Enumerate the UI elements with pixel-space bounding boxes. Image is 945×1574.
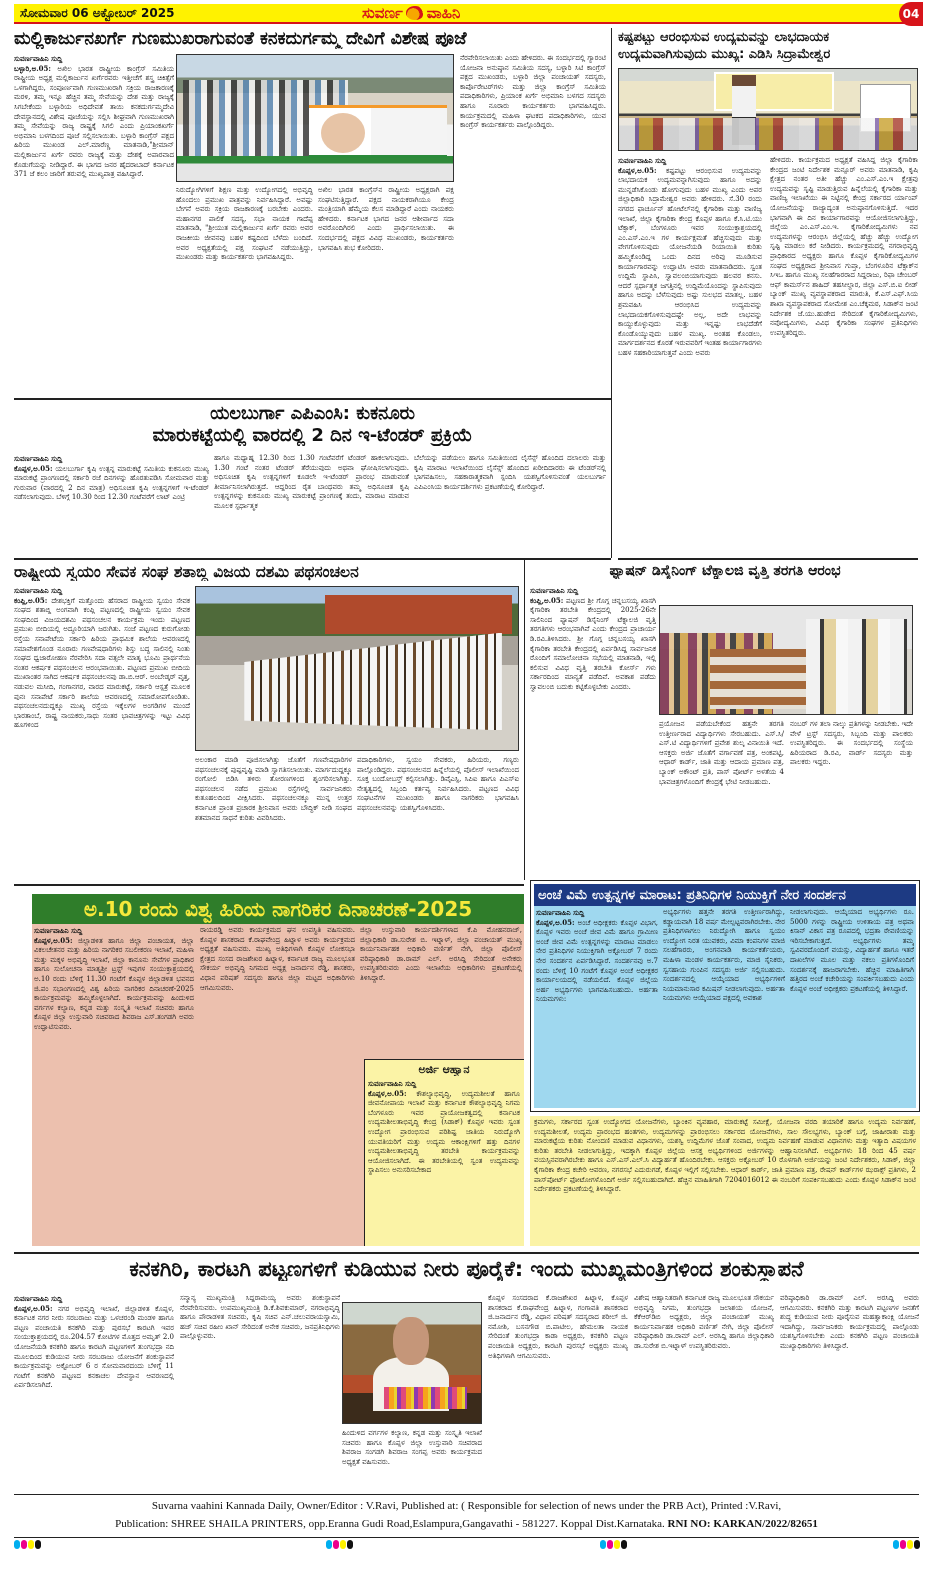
entrepreneurship-body-2: ಹೇಳಿದರು. ಕಾರ್ಯಕ್ರಮದ ಅಧ್ಯಕ್ಷತೆ ವಹಿಸಿದ್ದ ಜಿಲ್ಲಾ ಕೈಗಾರಿಕಾ ಕೇಂದ್ರದ ಜಂಟಿ ನಿರ್ದೇಶಕ ಮನ್ಸೂರ್ ಅವರು ಮಾತನಾಡಿ, ಕೃಷಿ ಕ್ಷೇತ್ರದ ನಂತರ ಅತೀ ಹೆಚ್ಚು ಎಂ.ಎಸ್.ಎಂ.ಇ ಕ್ಷೇತ್ರವು ಉದ್ಯಮವನ್ನು ಸೃಷ್ಟಿ ಮಾಡುತ್ತಿರುವ ಹಿನ್ನೆಲೆಯಲ್ಲಿ ಕೈಗಾರಿಕಾ ಮತ್ತು ವಾಣಿಜ್ಯ ಇಲಾಖೆಯು ಈ ನಿಟ್ಟಿನಲ್ಲಿ ಕೇಂದ್ರ ಸರ್ಕಾರದ ರ್ಯಾಂಪ್ ಯೋಜನೆಯನ್ನು ರಾಜ್ಯಾದ್ಯಂತ ಅನುಷ್ಠಾನಗೊಳಿಸುತ್ತಿದೆ. ಇದರ ಭಾಗವಾಗಿ ಈ ದಿನ ಕಾರ್ಯಾಗಾರವನ್ನು ಆಯೋಜಿಸಲಾಗುತ್ತಿದ್ದು, ಜಿಲ್ಲೆಯ ಎಂ.ಎಸ್.ಎಂ.ಇ. ಕೈಗಾರಿಕೋದ್ಯಮಿಗಳು ನವ ಉದ್ಯಮಗಳನ್ನು ಆರಂಭಿಸಿ ಜಿಲ್ಲೆಯಲ್ಲಿ ಹೆಚ್ಚು ಹೆಚ್ಚು ಉದ್ಯೋಗ ಸೃಷ್ಟಿ ಮಾಡಲು ಕರೆ ನೀಡಿದರು. ಕಾರ್ಯಕ್ರಮದಲ್ಲಿ ನಗರಾಭಿವೃದ್ಧಿ ಪ್ರಾಧಿಕಾರದ ಅಧ್ಯಕ್ಷರು ಹಾಗೂ ಕೊಪ್ಪಳ ಕೈಗಾರಿಕೋದ್ಯಮಿಗಳ ಸಂಘದ ಅಧ್ಯಕ್ಷರಾದ ಶ್ರೀನಿವಾಸ ಗುಪ್ತಾ, ಬೆಂಗಳೂರಿನ ಟೆಕ್ಸಾಕ್‌ನ ಸಿಇಒ ಹಾಗೂ ಮುಖ್ಯ ಸಲಹೆಗಾರರಾದ ಸಿದ್ದರಾಜು, ರಿಫಾ ಚೇಂಬರ್ ಆಫ್ ಕಾಮರ್ಸ್‌ನ ಶಾಹಿದ್ ತಹಸೀಲ್ದಾರ, ಜಿಲ್ಲಾ ಎಸ್.ಬಿ.ಐ ಲೀಡ್ ಬ್ಯಾಂಕ್ ಮುಖ್ಯ ವ್ಯವಸ್ಥಾಪಕರಾದ ಮಾರುತಿ, ಕೆ.ಎಸ್.ಎಫ್.ಸಿಯ ಶಾಖಾ ವ್ಯವಸ್ಥಾಪಕರಾದ ಸೋಮೇಶ ಎಂ.ಚೆಕ್ಕಮಠ, ಸಿಡಾಕ್‌ನ ಜಂಟಿ ನಿರ್ದೇಶಕ ಜೆ.ಯು.ಹುಡೇದ ಸೇರಿದಂತೆ ಕೈಗಾರಿಕೋದ್ಯಮಿಗಳು, ನವೋದ್ಯಮಿಗಳು, ವಿವಿಧ ಕೈಗಾರಿಕಾ ಸಂಘಗಳ ಪ್ರತಿನಿಧಿಗಳು ಉಪಸ್ಥಿತರಿದ್ದರು.: [770, 156, 918, 337]
logo-left-text: ಸುವರ್ಣ: [362, 4, 403, 22]
yellow-dot: [614, 1540, 620, 1549]
water-col-3: [488, 1294, 628, 1490]
kharge-col-3: [318, 186, 454, 394]
kharge-body-4: ನೆರವೇರಿಸಲಾಯಿತು ಎಂದು ಹೇಳಿದರು. ಈ ಸಂದರ್ಭದಲ್ಲಿ ಗ್ಯಾರಂಟಿ ಯೋಜನಾ ಅನುಷ್ಠಾನ ಸಮಿತಿಯ ಸದಸ್ಯ, ಬಳ್ಳಾರಿ ಸಿಟಿ ಕಾಂಗ್ರೆಸ್ ಪಕ್ಷದ ಮುಖಂಡರು, ಬಳ್ಳಾರಿ ಜಿಲ್ಲಾ ಪಂಚಾಯತ್ ಸದಸ್ಯರು, ಕಾರ್ಪೊರೇಟರ್‌ಗಳು ಮತ್ತು ಜಿಲ್ಲಾ ಕಾಂಗ್ರೆಸ್ ಸಮಿತಿಯ ಪದಾಧಿಕಾರಿಗಳು, ಪ್ರಿಯಾಂಕ ಖರ್ಗೆ ಅಭಿಮಾನಿ ಬಳಗದ ಸದಸ್ಯರು ಹಾಗೂ ನೂರಾರು ಕಾರ್ಯಕರ್ತರು ಭಾಗವಹಿಸಿದ್ದರು. ಕಾರ್ಯಕ್ರಮದಲ್ಲಿ ಮಹಿಳಾ ಘಟಕದ ಪದಾಧಿಕಾರಿಗಳು, ಯುವ ಕಾಂಗ್ರೆಸ್ ಕಾರ್ಯಕರ್ತರು ಪಾಲ್ಗೊಂಡಿದ್ದರು.: [460, 54, 606, 130]
notice-continued-text: ಕ್ರಮಗಳು, ಸರ್ಕಾರದ ಸ್ವಂತ ಉದ್ಯೋಗದ ಯೋಜನೆಗಳು, ಬ್ಯಾಂಕಿನ ವ್ಯವಹಾರ, ಮಾರುಕಟ್ಟೆ ಸಮೀಕ್ಷೆ, ಯೋಜನಾ ವರದಿ ತಯಾರಿಕೆ ಹಾಗೂ ಉದ್ಯಮ ನಿರ್ವಹಣೆ, ಉದ್ಯಮಶೀಲತೆ, ಉದ್ಯಮ ಪ್ರಾರಂಭದ ಹಂತಗಳು, ಉದ್ಯಮಗಳನ್ನು ಪ್ರಾರಂಭಿಸಲು ಸರ್ಕಾರದ ಯೋಜನೆಗಳು, ಸಾಲ ಸೌಲಭ್ಯಗಳು, ಬ್ಯಾಂಕ್ ಬಗ್ಗೆ, ಜಾಹೀರಾತು ಮತ್ತು ಮಾರುಕಟ್ಟೆಯ ಕುರಿತು ನೋಂದಣಿ ಮಾಡುವ ವಿಧಾನಗಳು, ಯಶಸ್ವಿ ಉದ್ದಿಮೆಗಳ ಜೊತೆ ಸಂವಾದ, ಉದ್ಯಮ ನಿರ್ವಹಣೆ ಮಾಡುವ ವಿಧಾನಗಳು ಮತ್ತು ಇತ್ಯಾದಿ ವಿಷಯಗಳ ಕುರಿತು ತರಬೇತಿ ನೀಡಲಾಗುತ್ತಿದ್ದು, ಇದಕ್ಕಾಗಿ ಕೊಪ್ಪಳ ಜಿಲ್ಲೆಯ ಆಸಕ್ತ ಅಭ್ಯರ್ಥಿಗಳಿಂದ ಅರ್ಜಿಗಳನ್ನು ಆಹ್ವಾನಿಸಲಾಗಿದೆ. ಅಭ್ಯರ್ಥಿಗಳು 18 ರಿಂದ 45 ವರ್ಷ ವಯಸ್ಸಿನವರಾಗಿರಬೇಕು ಹಾಗೂ ಎಸ್.ಎಸ್.ಎಲ್.ಸಿ ವಿದ್ಯಾರ್ಹತೆ ಹೊಂದಿರಬೇಕು. ಆಸಕ್ತರು ಅಕ್ಟೋಬರ್ 10 ರೊಳಗಾಗಿ ಅರ್ಜಿಯನ್ನು ಜಂಟಿ ನಿರ್ದೇಶಕರು, ಸಿಡಾಕ್, ಜಿಲ್ಲಾ ಕೈಗಾರಿಕಾ ಕೇಂದ್ರ ಕಚೇರಿ ಆವರಣ, ನಗರಸಭೆ ಎದುರುಗಡೆ, ಕೊಪ್ಪಳ ಇಲ್ಲಿಗೆ ಸಲ್ಲಿಸಬೇಕು. ಆಧಾರ್ ಕಾರ್ಡ್, ಜಾತಿ ಪ್ರಮಾಣ ಪತ್ರ, ರೇಷನ್ ಕಾರ್ಡ್‌ಗಳ ಝರಾಕ್ಸ್ ಪ್ರತಿಗಳು, 2 ಪಾಸ್‌ಪೋರ್ಟ್ ಫೋಟೋಗಳೊಂದಿಗೆ ಅರ್ಜಿ ಸಲ್ಲಿಸಬಹುದಾಗಿದೆ. ಹೆಚ್ಚಿನ ಮಾಹಿತಿಗಾಗಿ 7204016012 ಈ ನಂಬರಿಗೆ ಸಂಪರ್ಕಿಸಬಹುದು ಎಂದು ಕೊಪ್ಪಳ ಸಿಡಾಕ್‌ನ ಜಂಟಿ ನಿರ್ದೇಶಕರು ಪ್ರಕಟಣೆಯಲ್ಲಿ ತಿಳಿಸಿದ್ದಾರೆ.: [534, 1118, 916, 1194]
magenta-dot: [333, 1540, 339, 1549]
workshop-photo: [618, 68, 918, 151]
postal-body-1: ಅಂಚೆ ಅಧೀಕ್ಷಕರು ಕೊಪ್ಪಳ ವಿಭಾಗ, ಕೊಪ್ಪಳ ಇವರು ಅಂಚೆ ಜೀವ ವಿಮೆ ಹಾಗೂ ಗ್ರಾಮೀಣ ಅಂಚೆ ಜೀವ ವಿಮೆ ಉತ್ಪನ್ನಗಳನ್ನು ಮಾರಾಟ ಮಾಡಲು ನೇರ ಪ್ರತಿನಿಧಿಗಳ ನಿಯುಕ್ತಿಗಾಗಿ ಅಕ್ಟೋಬರ್ 7 ರಂದು ನೇರ ಸಂದರ್ಶನ ಏರ್ಪಡಿಸಿದ್ದಾರೆ. ಸಂದರ್ಶನವು ಅ.7 ರಂದು ಬೆಳಿಗ್ಗೆ 10 ಗಂಟೆಗೆ ಕೊಪ್ಪಳ ಅಂಚೆ ಅಧೀಕ್ಷಕರ ಕಾರ್ಯಾಲಯದಲ್ಲಿ ನಡೆಯಲಿದೆ. ಕೊಪ್ಪಳ ಜಿಲ್ಲೆಯ ಅರ್ಹ ಅಭ್ಯರ್ಥಿಗಳು ಭಾಗವಹಿಸಬಹುದು. ಅರ್ಹತಾ ನಿಯಮಗಳು:: [536, 918, 658, 1004]
apmc-headline-1: ಯಲಬುರ್ಗಾ ಎಪಿಎಂಸಿ: ಕುಕನೂರು: [210, 404, 415, 424]
postal-body-2: ಅಭ್ಯರ್ಥಿಗಳು ಹತ್ತನೇ ತರಗತಿ ಉತ್ತೀರ್ಣರಾಗಿದ್ದು, ಕಡ್ಡಾಯವಾಗಿ 18 ವರ್ಷ ಮೇಲ್ಪಟ್ಟವರಾಗಿರಬೇಕು. ನೇರ ಪ್ರತಿನಿಧಿಗಳಾಗಲು ನಿರುದ್ಯೋಗಿ ಹಾಗೂ ಸ್ವಯಂ ಉದ್ಯೋಗ ನಿರತ ಯುವಕರು, ವಿಮಾ ಕಂಪನಿಗಳ ಮಾಜಿ ಸಲಹೆಗಾರರು, ಅಂಗನವಾಡಿ ಕಾರ್ಯಕರ್ತೆಯರು, ಮಹಿಳಾ ಮಂಡಳ ಕಾರ್ಯಕರ್ತರು, ಮಾಜಿ ಸೈನಿಕರು, ಸ್ವಸಹಾಯ ಗುಂಪಿನ ಸದಸ್ಯರು ಅರ್ಜಿ ಸಲ್ಲಿಸಬಹುದು. ಸಂದರ್ಶನದಲ್ಲಿ ಆಯ್ಕೆಯಾದ ಅಭ್ಯರ್ಥಿಗಳಿಗೆ ನಿಯಮಾನುಸಾರ ಕಮಿಷನ್ ನೀಡಲಾಗುವುದು. ಅರ್ಹತಾ ನಿಯಮಗಳು ಆಯ್ಕೆಯಾದ ಪಕ್ಷದಲ್ಲಿ ಅವಕಾಶ: [663, 908, 785, 1003]
imprint-line-2: [14, 1518, 919, 1530]
fashion-byline: ಸುವರ್ಣವಾಹಿನಿ ಸುದ್ದಿ: [530, 586, 579, 595]
kharge-col-2: [176, 186, 313, 394]
water-body-1: ನಗರ ಅಭಿವೃದ್ಧಿ ಇಲಾಖೆ, ಜಿಲ್ಲಾಡಳಿತ ಕೊಪ್ಪಳ, ಕರ್ನಾಟಕ ನಗರ ನೀರು ಸರಬರಾಜು ಮತ್ತು ಒಳಚರಂಡಿ ಮಂಡಳಿ ಹಾಗೂ ಪಟ್ಟಣ ಪಂಚಾಯತಿ ಕನಕಗಿರಿ ಮತ್ತು ಪುರಸಭೆ ಕಾರಟಗಿ ಇವರ ಸಂಯುಕ್ತಾಶ್ರಯದಲ್ಲಿ ರೂ.204.57 ಕೋಟಿಗಳ ಮೊತ್ತದ ಅಮೃತ್ 2.0 ಯೋಜನೆಯಡಿ ಕನಕಗಿರಿ ಹಾಗೂ ಕಾರಟಗಿ ಪಟ್ಟಣಗಳಿಗೆ ತುಂಗಭದ್ರಾ ನದಿ ಮೂಲದಿಂದ ಕುಡಿಯುವ ನೀರು ಸರಬರಾಜು ಯೋಜನೆಗೆ ಶಂಕುಸ್ಥಾಪನೆ ಕಾರ್ಯಕ್ರಮವನ್ನು ಅಕ್ಟೋಬರ್ 6 ರ ಸೋಮವಾರದಂದು ಬೆಳಿಗ್ಗೆ 11 ಗಂಟೆಗೆ ಕನಕಗಿರಿ ಪಟ್ಟಣದ ಕನಕಾಚಲ ದೇವಸ್ಥಾನ ಆವರಣದಲ್ಲಿ ಏರ್ಪಡಿಸಲಾಗಿದೆ.: [14, 1304, 174, 1390]
kharge-col-4: [460, 54, 606, 394]
senior-day-headline: ಅ.10 ರಂದು ವಿಶ್ವ ಹಿರಿಯ ನಾಗರಿಕರ ದಿನಾಚರಣೆ-2025: [32, 894, 524, 924]
water-body-4: ವಿಶೇಷ ಆಹ್ವಾನಿತರಾಗಿ ಕರ್ನಾಟಕ ರಾಜ್ಯ ಮೂಲಭೂತ ಸೌಕರ್ಯ ಅಭಿವೃದ್ಧಿ ನಿಗಮ, ತುಂಗಭದ್ರಾ ಜಲಾಶಯ ಯೋಜನೆ, ಕೆಕೆಆರ್‌ಡಿಬಿ ಅಧ್ಯಕ್ಷರು, ಜಿಲ್ಲಾ ಪಂಚಾಯತ್ ಮುಖ್ಯ ಕಾರ್ಯನಿರ್ವಾಹಕ ಅಧಿಕಾರಿ ವರ್ಣಿತ್ ನೇಗಿ, ಜಿಲ್ಲಾ ಪೊಲೀಸ್ ವರಿಷ್ಠಾಧಿಕಾರಿ ಡಾ.ರಾಮ್ ಎಲ್. ಅರಸಿದ್ದಿ ಹಾಗೂ ಜಿಲ್ಲಾಧಿಕಾರಿ ಡಾ.ಸುರೇಶ ಬಿ.ಇಟ್ನಾಳ್ ಉಪಸ್ಥಿತರಿರುವರು.: [634, 1294, 774, 1350]
senior-day-dateline: ಕೊಪ್ಪಳ,ಅ.05:: [34, 935, 73, 945]
kharge-photo: [176, 54, 454, 182]
fashion-body-3: ನಂಬರ್ ಗಳ ತಲಾ ನಾಲ್ಕು ಪ್ರತಿಗಳನ್ನು ನೀಡಬೇಕು. ಇದೇ ವೇಳೆ ಟ್ರಸ್ಟ್ ಸದಸ್ಯರು, ಸಿಬ್ಬಂದಿ ಮತ್ತು ಪಾಲಕರು ಉಪಸ್ಥಿತರಿದ್ದರು. ಈ ಸಂದರ್ಭದಲ್ಲಿ ಸಂಸ್ಥೆಯ ಹಿರಿಯರಾದ ಡಿ.ರವಿ, ವಾರ್ಡ್ ಸದಸ್ಯರು ಮತ್ತು ಪಾಲಕರು ಇದ್ದರು.: [790, 720, 913, 767]
rss-march-photo: [195, 586, 519, 751]
imprint-line-1: Suvarna vaahini Kannada Daily, Owner/Editor : V.Ravi, Published at: ( Responsible for selection of news under the PRB Act), Printed :V.Ravi,: [151, 1500, 782, 1512]
chief-minister-photo: [342, 1302, 482, 1424]
rss-col-2: [195, 756, 352, 884]
senior-day-body-2: ರಾಯರಡ್ಡಿ ಅವರು ಕಾರ್ಯಕ್ರಮದ ಘನ ಉಪಸ್ಥಿತಿ ವಹಿಸುವರು. ಕೊಪ್ಪಳ ಶಾಸಕರಾದ ಕೆ.ರಾಘವೇಂದ್ರ ಹಿಟ್ನಾಳ ಅವರು ಕಾರ್ಯಕ್ರಮದ ಅಧ್ಯಕ್ಷತೆ ವಹಿಸುವರು. ಮುಖ್ಯ ಅತಿಥಿಗಳಾಗಿ ಕೊಪ್ಪಳ ಲೋಕಸಭಾ ಕ್ಷೇತ್ರದ ಸಂಸದ ರಾಜಶೇಖರ ಹಿಟ್ನಾಳ, ಕರ್ನಾಟಕ ರಾಜ್ಯ ಮೂಲಭೂತ ಸೌಕರ್ಯ ಅಭಿವೃದ್ಧಿ ನಿಗಮದ ಅಧ್ಯಕ್ಷ ಜನಾರ್ದನ ರೆಡ್ಡಿ, ಶಾಸಕರು, ವಿಧಾನ ಪರಿಷತ್ ಸದಸ್ಯರು ಹಾಗೂ ಜಿಲ್ಲಾ ಮಟ್ಟದ ಅಧಿಕಾರಿಗಳು ಆಗಮಿಸುವರು.: [200, 926, 355, 992]
entrepreneurship-body-1: ಕಷ್ಟಪಟ್ಟು ಆರಂಭಿಸುವ ಉದ್ಯಮವನ್ನು ಲಾಭದಾಯಕ ಉದ್ಯಮವನ್ನಾಗಿಸುವುದು ಹಾಗೂ ಅದನ್ನು ಮುನ್ನಡೆಸಿಕೊಂಡು ಹೋಗುವುದು ಬಹಳ ಮುಖ್ಯ ಎಂದು ಅಪರ ಜಿಲ್ಲಾಧಿಕಾರಿ ಸಿದ್ರಾಮೇಶ್ವರ ಅವರು ಹೇಳಿದರು. ಸೆ.30 ರಂದು ನಗರದ ಫಾರ್ಚೂನ್ ಹೋಟೆಲ್‌ನಲ್ಲಿ ಕೈಗಾರಿಕಾ ಮತ್ತು ವಾಣಿಜ್ಯ ಇಲಾಖೆ, ಜಿಲ್ಲಾ ಕೈಗಾರಿಕಾ ಕೇಂದ್ರ ಕೊಪ್ಪಳ ಹಾಗೂ ಕೆ.ಸಿ.ಟಿ.ಯು ಟೆಕ್ಸಾಕ್, ಬೆಂಗಳೂರು ಇವರ ಸಂಯುಕ್ತಾಶ್ರಯದಲ್ಲಿ ಎಂ.ಎಸ್.ಎಂ.ಇ ಗಳ ಕಾರ್ಯಕ್ಷಮತೆ ಹೆಚ್ಚಿಸುವುದು ಮತ್ತು ವೇಗಗೊಳಿಸುವುದು ಯೋಜನೆಯಡಿ ರಿಯಾಯಿತಿ ಕುರಿತು ಹಮ್ಮಿಕೊಂಡಿದ್ದ ಒಂದು ದಿನದ ಅರಿವು ಮೂಡಿಸುವ ಕಾರ್ಯಾಗಾರವನ್ನು ಉದ್ಘಾಟಿಸಿ ಅವರು ಮಾತನಾಡಿದರು. ಸ್ವಂತ ಉದ್ದಿಮೆ ಸ್ಥಾಪಿಸಿ, ಸ್ವಾವಲಂಬಿಯಾಗುವುದು ಹಲವರ ಕನಸು. ಆದರೆ ಸ್ಪರ್ಧಾತ್ಮಕ ಜಗತ್ತಿನಲ್ಲಿ ಉದ್ದಿಮೆಯೊಂದನ್ನು ಸ್ಥಾಪಿಸುವುದು ಹಾಗೂ ಅದನ್ನು ಬೆಳೆಸುವುದು ಅಷ್ಟು ಸುಲಭದ ಮಾತಲ್ಲ. ಬಹಳ ಶ್ರಮವಹಿಸಿ ಆರಂಭಿಸಿದ ಉದ್ಯಮವನ್ನು ಲಾಭದಾಯಕಗೊಳಿಸುವುದಷ್ಟೇ ಅಲ್ಲ, ಅದೇ ಲಾಭವನ್ನು ಕಾಯ್ದುಕೊಳ್ಳುವುದು ಮತ್ತು ಇನ್ನಷ್ಟು ಲಾಭದೆಡೆಗೆ ಕೊಂಡೊಯ್ಯುವುದು ಬಹಳ ಮುಖ್ಯ. ಅಂತಹ ಕೊಂಡಲು, ಮಾರ್ಗದರ್ಶನದ ಕೊರತೆ ಇರುವವರಿಗೆ ಇಂತಹ ಕಾರ್ಯಾಗಾರಗಳು ಬಹಳ ಸಹಕಾರಿಯಾಗುತ್ತವೆ ಎಂದು ಅವರು: [618, 166, 762, 357]
section-divider: [14, 1252, 919, 1254]
magenta-dot: [607, 1540, 613, 1549]
apmc-body-1: ಯಲಬುರ್ಗಾ ಕೃಷಿ ಉತ್ಪನ್ನ ಮಾರುಕಟ್ಟೆ ಸಮಿತಿಯ ಕುಕನೂರು ಮುಖ್ಯ ಮಾರುಕಟ್ಟೆ ಪ್ರಾಂಗಣದಲ್ಲಿ ಸರ್ಕಾರಿ ರಜೆ ದಿನಗಳನ್ನು ಹೊರತುಪಡಿಸಿ ಸೋಮವಾರ ಮತ್ತು ಗುರುವಾರ (ವಾರದಲ್ಲಿ 2 ದಿನ ಮಾತ್ರ) ಅಧಿಸೂಚಿತ ಕೃಷಿ ಉತ್ಪನ್ನಗಳಿಗೆ ಇ-ಟೆಂಡರ್ ನಡೆಸಲಾಗುವುದು. ಬೆಳಿಗ್ಗೆ 10.30 ರಿಂದ 12.30 ಗಂಟೆವರೆಗೆ ಲಾಟ್ ಎಂಟ್ರಿ: [14, 464, 209, 502]
black-dot: [35, 1540, 41, 1549]
postal-col-1: [536, 908, 658, 1106]
fashion-body-1: ಪಟ್ಟಣದ ಶ್ರೀ ಗೊಗ್ಗ ಚನ್ನಬಸಯ್ಯ ಖಾಸಗಿ ಕೈಗಾರಿಕಾ ತರಬೇತಿ ಕೇಂದ್ರದಲ್ಲಿ 2025-26ನೇ ಸಾಲಿನಿಂದ ಫ್ಯಾಷನ್ ಡಿಸೈನಿಂಗ್ ಟೆಕ್ನಾಲಜಿ ವೃತ್ತಿ ತರಗತಿಗಳು ಆರಂಭವಾಗಿವೆ ಎಂದು ಕೇಂದ್ರದ ಪ್ರಾಚಾರ್ಯ ಡಿ.ರವಿ.ತಿಳಿಸಿದರು. ಶ್ರೀ ಗೊಗ್ಗ ಚನ್ನಬಸಯ್ಯ ಖಾಸಗಿ ಕೈಗಾರಿಕಾ ತರಬೇತಿ ಕೇಂದ್ರದಲ್ಲಿ ಏರ್ಪಡಿಸಿದ್ದ ಸಾರ್ವಜನಿಕ ರೊಂದಿಗೆ ಸಮಾಲೋಚನಾ ಸಭೆಯಲ್ಲಿ ಮಾತನಾಡಿ, ಇಲ್ಲಿ ಕಲಿಸುವ ವಿವಿಧ ವೃತ್ತಿ ತರಬೇತಿ ಕೋರ್ಸ್ ಗಳು ಸರ್ಕಾರದಿಂದ ಮಾನ್ಯತೆ ಪಡೆದಿವೆ. ಅವಕಾಶ ಪಡೆದು ಸ್ವಾವಲಂಬಿ ಬದುಕು ಕಟ್ಟಿಕೊಳ್ಳಬೇಕು ಎಂದರು.: [530, 596, 656, 691]
entrepreneurship-headline-1: ಕಷ್ಟಪಟ್ಟು ಆರಂಭಿಸುವ ಉದ್ಯಮವನ್ನು ಲಾಭದಾಯಕ: [618, 31, 830, 45]
postal-dateline: ಕೊಪ್ಪಳ,ಅ.05:: [536, 917, 575, 927]
rss-byline: ಸುವರ್ಣವಾಹಿನಿ ಸುದ್ದಿ: [14, 586, 63, 595]
footer-divider: [14, 1494, 919, 1495]
issue-date: ಸೋಮವಾರ 06 ಅಕ್ಟೋಬರ್ 2025: [20, 6, 175, 20]
footer-divider: [14, 1537, 919, 1538]
black-dot: [621, 1540, 627, 1549]
senior-day-col-1: [34, 926, 194, 1244]
rni-number: RNI NO: KARKAN/2022/82651: [667, 1518, 818, 1530]
apmc-col-3: [414, 454, 606, 550]
water-col-1: [14, 1294, 174, 1490]
kharge-body-1: ಅಖಿಲ ಭಾರತ ರಾಷ್ಟ್ರೀಯ ಕಾಂಗ್ರೆಸ್ ಸಮಿತಿಯ ರಾಷ್ಟ್ರೀಯ ಅಧ್ಯಕ್ಷ ಮಲ್ಲಿಕಾರ್ಜುನ ಖರ್ಗೆರವರು ಇತ್ತೀಚೆಗೆ ಶಸ್ತ್ರ ಚಿಕಿತ್ಸೆಗೆ ಒಳಗಾಗಿದ್ದರು, ಸಂಪೂರ್ಣವಾಗಿ ಗುಣಮುಖರಾಗಿ ಸಕ್ರಿಯ ರಾಜಕಾರಣಕ್ಕೆ ಮರಳಿ, ತಮ್ಮ ಇನ್ನೂ ಹೆಚ್ಚಿನ ತಮ್ಮ ಸೇವೆಯನ್ನು ದೇಶ ಮತ್ತು ರಾಜ್ಯಕ್ಕೆ ಸಿಗಬೇಕೆಂದು ಬಳ್ಳಾರಿಯ ಅಧಿದೇವತೆ ತಾಯಿ ಕನಕದುರ್ಗಮ್ಮದೇವಿ ದೇವಸ್ಥಾನದಲ್ಲಿ ವಿಶೇಷ ಪೂಜೆಯನ್ನು ಸಲ್ಲಿಸಿ ಶೀಘ್ರವಾಗಿ ಗುಣಮುಖರಾಗಿ ತಮ್ಮ ಸೇವೆಯನ್ನು ರಾಜ್ಯ ರಾಷ್ಟ್ರಕ್ಕೆ ಸಿಗಲಿ ಎಂದು ಪ್ರಿಯಾಂಕಖರ್ಗೆ ಅಭಿಮಾನಿ ಬಳಗದಿಂದ ಪೂಜೆ ಸಲ್ಲಿಸಲಾಯಿತು. ಬಳ್ಳಾರಿ ಕಾಂಗ್ರೆಸ್ ಪಕ್ಷದ ಹಿರಿಯ ಮುಖಂಡ ಎಲ್.ಮಾರೆಣ್ಣ ಮಾತನಾಡಿ,"ಶ್ರೀಮಾನ್ ಮಲ್ಲಿಕಾರ್ಜುನ ಖರ್ಗೆ ರವರು ರಾಜ್ಯಕ್ಕೆ ಮತ್ತು ದೇಶಕ್ಕೆ ಅಪಾರವಾದ ಕೊಡುಗೆಯನ್ನು ನೀಡಿದ್ದಾರೆ. ಈ ಭಾಗದ ಜನರ ಹೈದರಾಬಾದ್ ಕರ್ನಾಟಕ 371 ಜೆ ಕಲಂ ಜಾರಿಗೆ ತರುವಲ್ಲಿ ಮುಖ್ಯಪಾತ್ರ ವಹಿಸಿದ್ದಾರೆ.: [14, 64, 174, 179]
application-notice-title: ಅರ್ಜಿ ಆಹ್ವಾನ: [418, 1064, 470, 1076]
fashion-col-1: [530, 586, 656, 874]
black-dot: [347, 1540, 353, 1549]
water-headline: ಕನಕಗಿರಿ, ಕಾರಟಗಿ ಪಟ್ಟಣಗಳಿಗೆ ಕುಡಿಯುವ ನೀರು ಪೂರೈಕೆ: ಇಂದು ಮುಖ್ಯಮಂತ್ರಿಗಳಿಂದ ಶಂಕುಸ್ಥಾಪನೆ: [129, 1258, 804, 1281]
water-col-5: [780, 1294, 919, 1490]
section-divider: [14, 558, 611, 560]
senior-day-col-2: [200, 926, 355, 1244]
application-notice-continued: [534, 1118, 916, 1244]
postal-insurance-headline: ಅಂಚೆ ವಿಮೆ ಉತ್ಪನ್ನಗಳ ಮಾರಾಟ: ಪ್ರತಿನಿಧಿಗಳ ನಿಯುಕ್ತಿಗೆ ನೇರ ಸಂದರ್ಶನ: [534, 884, 916, 906]
fashion-col-3: [790, 720, 913, 874]
registration-marks-left: [14, 1540, 41, 1549]
cyan-dot: [600, 1540, 606, 1549]
column-divider: [524, 560, 525, 880]
yellow-dot: [340, 1540, 346, 1549]
senior-day-body-3: ಜಿಲ್ಲಾ ಉಸ್ತುವಾರಿ ಕಾರ್ಯದರ್ಶಿಗಳಾದ ಕೆ.ಪಿ ಮೋಹನರಾಜ್, ಜಿಲ್ಲಾಧಿಕಾರಿ ಡಾ.ಸುರೇಶ ಬಿ. ಇಟ್ನಾಳ್, ಜಿಲ್ಲಾ ಪಂಚಾಯತ್ ಮುಖ್ಯ ಕಾರ್ಯನಿರ್ವಾಹಕ ಅಧಿಕಾರಿ ವರ್ಣಿತ್ ನೇಗಿ, ಜಿಲ್ಲಾ ಪೊಲೀಸ್ ವರಿಷ್ಠಾಧಿಕಾರಿ ಡಾ.ರಾಮ್ ಎಲ್. ಅರಸಿದ್ದಿ ಸೇರಿದಂತೆ ಅನೇಕರು ಉಪಸ್ಥಿತರಿರುವರು ಎಂದು ಇಲಾಖೆಯ ಅಧಿಕಾರಿಗಳು ಪ್ರಕಟಣೆಯಲ್ಲಿ ತಿಳಿಸಿದ್ದಾರೆ.: [360, 926, 522, 982]
kharge-body-3: ಅಖಿಲ ಭಾರತ ಕಾಂಗ್ರೆಸ್‌ನ ರಾಷ್ಟ್ರೀಯ ಅಧ್ಯಕ್ಷರಾಗಿ ಪಕ್ಷ ಸಂಘಟಿಸುತ್ತಿದ್ದಾರೆ. ಪಕ್ಷದ ನಾಯಕರಾಗಿಯೂ ಕೇಂದ್ರ ಮಂತ್ರಿಯಾಗಿ ಹೆಮ್ಮೆಯ ಕೆಲಸ ಮಾಡಿದ್ದಾರೆ ಎಂದು ನಾಯಕರು ಹೇಳಿದರು. ಕರ್ನಾಟಕ ಭಾಗದ ಜನರ ಆಶೀರ್ವಾದ ಸದಾ ಅವರೊಂದಿಗಿರಲಿ ಎಂದು ಪ್ರಾರ್ಥಿಸಲಾಯಿತು. ಈ ಸಂದರ್ಭದಲ್ಲಿ ಪಕ್ಷದ ವಿವಿಧ ಮುಖಂಡರು, ಕಾರ್ಯಕರ್ತರು ಭಾಗವಹಿಸಿ ಶುಭ ಕೋರಿದರು.: [318, 186, 454, 252]
rss-body-2: ಅಲಂಕಾರ ಮಾಡಿ ಪೂಜಿಸಲಾಗಿತ್ತು ಜೊತೆಗೆ ಗಣವೇಷಧಾರಿಗಳ ಪಥಸಂಚಲನಕ್ಕೆ ಪುಷ್ಪವೃಷ್ಟಿ ಮಾಡಿ ಸ್ವಾಗತಿಸಲಾಯಿತು. ಮಾರ್ಗದುದ್ದಕ್ಕೂ ರಂಗೋಲಿ ಬಿಡಿಸಿ ತಳಿರು ತೋರಣಗಳಿಂದ ಶೃಂಗರಿಸಲಾಗಿತ್ತು. ಪಥಸಂಚಲನ ನಡೆದ ಪ್ರಮುಖ ರಸ್ತೆಗಳಲ್ಲಿ ಸಾರ್ವಜನಿಕರು ಕುತೂಹಲದಿಂದ ವೀಕ್ಷಿಸಿದರು. ಪಥಸಂಚಲನಕ್ಕೂ ಮುನ್ನ ಉತ್ತರ ಕರ್ನಾಟಕ ಪ್ರಾಂತ ಪ್ರಚಾರಕ ಶ್ರೀನಿವಾಸ ಅವರು ಬೌದ್ಧಿಕ್ ನೀಡಿ ಸಂಘದ ಶತಮಾನದ ಸಾಧನೆ ಕುರಿತು ವಿವರಿಸಿದರು.: [195, 756, 352, 822]
application-notice-body: [368, 1079, 520, 1244]
apmc-body-3: ಬೆಲೆಯನ್ನು ಪಡೆಯಲು ಹಾಗೂ ಸಮಿತಿಯಿಂದ ಲೈಸೆನ್ಸ್ ಹೊಂದಿದ ದಲಾಲರು ಮತ್ತು ಕೃಷಿ ಮಾರಾಟ ಇಲಾಖೆಯಿಂದ ಲೈಸೆನ್ಸ್ ಹೊಂದಿದ ಖರೀದಿದಾರರು ಈ ಟೆಂಡರ್‌ನಲ್ಲಿ ಭಾಗವಹಿಸಲು, ಸಹಕಾರಾತ್ಮಕವಾಗಿ ಸ್ಪಂದಿಸಿ ಯಶಸ್ವಿಗೊಳಿಸುವಂತೆ ಯಲಬುರ್ಗಾ ಎಪಿಎಂಸಿಯ ಕಾರ್ಯದರ್ಶಿಗಳು ಪ್ರಕಟಣೆಯಲ್ಲಿ ಕೋರಿದ್ದಾರೆ.: [414, 454, 606, 491]
water-body-5: ವರಿಷ್ಠಾಧಿಕಾರಿ ಡಾ.ರಾಮ್ ಎಲ್. ಅರಸಿದ್ದಿ ಅವರು ಆಗಮಿಸುವರು. ಕನಕಗಿರಿ ಮತ್ತು ಕಾರಟಗಿ ಪಟ್ಟಣಗಳ ಜನತೆಗೆ ಶುದ್ಧ ಕುಡಿಯುವ ನೀರು ಪೂರೈಸುವ ಮಹತ್ವಾಕಾಂಕ್ಷಿ ಯೋಜನೆ ಇದಾಗಿದ್ದು, ಸಾರ್ವಜನಿಕರು ಕಾರ್ಯಕ್ರಮದಲ್ಲಿ ಪಾಲ್ಗೊಂಡು ಯಶಸ್ವಿಗೊಳಿಸಬೇಕು ಎಂದು ಕನಕಗಿರಿ ಪಟ್ಟಣ ಪಂಚಾಯತಿ ಮುಖ್ಯಾಧಿಕಾರಿಗಳು ತಿಳಿಸಿದ್ದಾರೆ.: [780, 1294, 919, 1350]
rss-col-1: [14, 586, 190, 886]
cyan-dot: [326, 1540, 332, 1549]
kharge-headline: ಮಲ್ಲಿಕಾರ್ಜುನಖರ್ಗೆ ಗುಣಮುಖರಾಗುವಂತೆ ಕನಕದುರ್ಗಮ್ಮ ದೇವಿಗೆ ವಿಶೇಷ ಪೂಜೆ: [14, 30, 467, 49]
rss-body-3: ಪದಾಧಿಕಾರಿಗಳು, ಸ್ವಯಂ ಸೇವಕರು, ಹಿರಿಯರು, ಗಣ್ಯರು ಪಾಲ್ಗೊಂಡಿದ್ದರು. ಪಥಸಂಚಲನದ ಹಿನ್ನೆಲೆಯಲ್ಲಿ ಪೊಲೀಸ್ ಇಲಾಖೆಯಿಂದ ಸೂಕ್ತ ಬಂದೋಬಸ್ತ್ ಕಲ್ಪಿಸಲಾಗಿತ್ತು. ಡಿವೈಎಸ್ಪಿ, ಸಿಪಿಐ ಹಾಗೂ ಪಿಎಸ್ಐ ನೇತೃತ್ವದಲ್ಲಿ ಸಿಬ್ಬಂದಿ ಕರ್ತವ್ಯ ನಿರ್ವಹಿಸಿದರು. ಪಟ್ಟಣದ ವಿವಿಧ ಸಂಘಟನೆಗಳ ಮುಖಂಡರು ಹಾಗೂ ನಾಗರಿಕರು ಭಾಗವಹಿಸಿ ಪಥಸಂಚಲನವನ್ನು ಯಶಸ್ವಿಗೊಳಿಸಿದರು.: [357, 756, 519, 812]
column-divider: [611, 28, 612, 558]
masthead: [14, 4, 919, 24]
senior-day-body-1: ಜಿಲ್ಲಾಡಳಿತ ಹಾಗೂ ಜಿಲ್ಲಾ ಪಂಚಾಯತ, ಜಿಲ್ಲಾ ವಿಕಲಚೇತನರ ಮತ್ತು ಹಿರಿಯ ನಾಗರಿಕರ ಸಬಲೀಕರಣ ಇಲಾಖೆ, ಮಹಿಳಾ ಮತ್ತು ಮಕ್ಕಳ ಅಭಿವೃದ್ಧಿ ಇಲಾಖೆ, ಜಿಲ್ಲಾ ಕಾನೂನು ಸೇವೆಗಳ ಪ್ರಾಧಿಕಾರ ಹಾಗೂ ಸುಲೋಚನಾ ಮಾತೃಶ್ರೀ ಟ್ರಸ್ಟ್ ಇವುಗಳ ಸಂಯುಕ್ತಾಶ್ರಯದಲ್ಲಿ ಅ.10 ರಂದು ಬೆಳಿಗ್ಗೆ 11.30 ಗಂಟೆಗೆ ಕೊಪ್ಪಳ ಜಿಲ್ಲಾಡಳಿತ ಭವನದ ಜಿ.ಪಂ ಸಭಾಂಗಣದಲ್ಲಿ ವಿಶ್ವ ಹಿರಿಯ ನಾಗರಿಕರ ದಿನಾಚರಣೆ-2025 ಕಾರ್ಯಕ್ರಮವನ್ನು ಹಮ್ಮಿಕೊಳ್ಳಲಾಗಿದೆ. ಕಾರ್ಯಕ್ರಮವನ್ನು ಹಿಂದುಳಿದ ವರ್ಗಗಳ ಕಲ್ಯಾಣ, ಕನ್ನಡ ಮತ್ತು ಸಂಸ್ಕೃತಿ ಇಲಾಖೆ ಸಚಿವರು ಹಾಗೂ ಕೊಪ್ಪಳ ಜಿಲ್ಲಾ ಉಸ್ತುವಾರಿ ಸಚಿವರಾದ ಶಿವರಾಜ ಎಸ್.ತಂಗಡಗಿ ಅವರು ಉದ್ಘಾಟಿಸುವರು.: [34, 936, 194, 1031]
postal-col-3: [790, 908, 914, 1106]
apmc-headline-2: ಮಾರುಕಟ್ಟೆಯಲ್ಲಿ ವಾರದಲ್ಲಿ 2 ದಿನ ಇ-ಟೆಂಡರ್ ಪ್ರಕ್ರಿಯೆ: [152, 426, 473, 446]
fashion-body-2: ಪ್ರಯೋಜನ ಪಡೆಯಬೇಕೆಂದ ಹತ್ತನೇ ತರಗತಿ ಉತ್ತೀರ್ಣರಾದ ವಿದ್ಯಾರ್ಥಿಗಳು ಸೇರಬಹುದು. ಎಸ್.ಸಿ/ಎಸ್.ಟಿ ವಿದ್ಯಾರ್ಥಿಗಳಿಗೆ ಪ್ರವೇಶ ಶುಲ್ಕ ವಿನಾಯಿತಿ ಇದೆ. ಆಸಕ್ತರು ಅರ್ಜಿ ಜೊತೆಗೆ ವರ್ಗಾವಣೆ ಪತ್ರ, ಅಂಕಪಟ್ಟಿ, ಆಧಾರ್ ಕಾರ್ಡ್, ಜಾತಿ ಮತ್ತು ಆದಾಯ ಪ್ರಮಾಣ ಪತ್ರ, ಬ್ಯಾಂಕ್ ಅಕೌಂಟ್ ಪ್ರತಿ, ಪಾಸ್ ಪೋರ್ಟ್ ಅಳತೆಯ 4 ಭಾವಚಿತ್ರಗಳೊಂದಿಗೆ ಕೇಂದ್ರಕ್ಕೆ ಭೇಟಿ ನೀಡಬಹುದು.: [659, 720, 784, 786]
logo-right-text: ವಾಹಿನಿ: [426, 4, 461, 22]
apmc-col-2: [214, 454, 409, 550]
notice-text: ಕೌಶಲ್ಯಾಭಿವೃದ್ಧಿ, ಉದ್ಯಮಶೀಲತೆ ಹಾಗೂ ಜೀವನೋಪಾಯ ಇಲಾಖೆ ಮತ್ತು ಕರ್ನಾಟಕ ಕೌಶಲ್ಯಾಭಿವೃದ್ಧಿ ನಿಗಮ ಬೆಂಗಳೂರು ಇವರ ಪ್ರಾಯೋಜಕತ್ವದಲ್ಲಿ ಕರ್ನಾಟಕ ಉದ್ಯಮಶೀಲತಾಭಿವೃದ್ಧಿ ಕೇಂದ್ರ (ಸಿಡಾಕ್) ಕೊಪ್ಪಳ ಇವರು ಸ್ವಂತ ಉದ್ಯೋಗ ಪ್ರಾರಂಭಿಸುವ ಪರಿಶಿಷ್ಟ ಜಾತಿಯ ನಿರುದ್ಯೋಗಿ ಯುವತಿಯರಿಗೆ ಮತ್ತು ಉದ್ಯಮ ಆಕಾಂಕ್ಷಿಗಳಿಗೆ ಹತ್ತು ದಿನಗಳ ಉದ್ಯಮಶೀಲತಾಭಿವೃದ್ಧಿ ತರಬೇತಿ ಕಾರ್ಯಕ್ರಮವನ್ನು ಆಯೋಜಿಸಲಾಗಿದೆ. ಈ ತರಬೇತಿಯಲ್ಲಿ ಸ್ವಂತ ಉದ್ಯಮವನ್ನು ಸ್ಥಾಪಿಸಲು ಅನುಸರಿಸಬೇಕಾದ: [368, 1089, 520, 1175]
entrepreneurship-byline: ಸುವರ್ಣವಾಹಿನಿ ಸುದ್ದಿ: [618, 156, 667, 165]
water-photo-caption: [342, 1429, 482, 1489]
fashion-headline: ಫ್ಯಾಷನ್ ಡಿಸೈನಿಂಗ್ ಟೆಕ್ನಾಲಜಿ ವೃತ್ತಿ ತರಗತಿ ಆರಂಭ: [609, 564, 841, 579]
senior-day-col-3: [360, 926, 522, 1036]
magenta-dot: [21, 1540, 27, 1549]
senior-day-byline: ಸುವರ್ಣವಾಹಿನಿ ಸುದ್ದಿ: [34, 926, 83, 935]
postal-body-3: ನೀಡಲಾಗುವುದು. ಆಯ್ಕೆಯಾದ ಅಭ್ಯರ್ಥಿಗಳು ರೂ. 5000 ಗಳನ್ನು ರಾಷ್ಟ್ರೀಯ ಉಳಿತಾಯ ಪತ್ರ ಅಥವಾ ಕಿಸಾನ್ ವಿಕಾಸ ಪತ್ರ ರೂಪದಲ್ಲಿ ಭದ್ರತಾ ಠೇವಣಿಯನ್ನು ಇರಿಸಬೇಕಾಗುತ್ತದೆ. ಅಭ್ಯರ್ಥಿಗಳು ತಮ್ಮ ಸ್ವವಿವರದೊಂದಿಗೆ ವಯಸ್ಸು, ವಿದ್ಯಾರ್ಹತೆ ಹಾಗೂ ಇತರೆ ದಾಖಲೆಗಳ ಮೂಲ ಮತ್ತು ನಕಲು ಪ್ರತಿಗಳೊಂದಿಗೆ ಸಂದರ್ಶನಕ್ಕೆ ಹಾಜರಾಗಬೇಕು. ಹೆಚ್ಚಿನ ಮಾಹಿತಿಗಾಗಿ ಹತ್ತಿರದ ಅಂಚೆ ಕಚೇರಿಯನ್ನು ಸಂಪರ್ಕಿಸಬಹುದು ಎಂದು ಕೊಪ್ಪಳ ಅಂಚೆ ಅಧೀಕ್ಷಕರು ಪ್ರಕಟಣೆಯಲ್ಲಿ ತಿಳಿಸಿದ್ದಾರೆ.: [790, 908, 914, 993]
cyan-dot: [893, 1540, 899, 1549]
rss-body-1: ದೇಶಭಕ್ತಿಗೆ ಮತ್ತೊಂದು ಹೆಸರಾದ ರಾಷ್ಟ್ರೀಯ ಸ್ವಯಂ ಸೇವಕ ಸಂಘದ ಶತಾಬ್ದಿ ಅಂಗವಾಗಿ ಕಂಪ್ಲಿ ಪಟ್ಟಣದಲ್ಲಿ ರಾಷ್ಟ್ರೀಯ ಸ್ವಯಂ ಸೇವಕ ಸಂಘದಿಂದ ವಿಜಯದಶಮಿ ಪಥಸಂಚಲನ ಕಾರ್ಯಕ್ರಮ ಇಂದು ಪಟ್ಟಣದ ಪ್ರಮುಖ ಬೀದಿಯಲ್ಲಿ ಅದ್ಧೂರಿಯಾಗಿ ಜರುಗಿತು. ಸಂಜೆ ಪಟ್ಟಣದ ಕುರುಗೋಡು ರಸ್ತೆಯ ಸನಾಪೇಟೆಯ ಸರ್ಕಾರಿ ಹಿರಿಯ ಪ್ರಾಥಮಿಕ ಶಾಲೆಯ ಆವರಣದಲ್ಲಿ ಸಮಾವೇಶಗೊಂಡ ನೂರಾರು ಗಣವೇಷಧಾರಿಗಳು ಶಿಸ್ತು ಬದ್ಧ ಸಾಲಿನಲ್ಲಿ ನಿಂತು ಸಂಘದ ಧ್ವಜಾರೋಹಣ ನೆರವೇರಿಸಿ ಸದಾ ವತ್ಸಲೇ ಮಾತೃ ಭೂಮಿ ಪ್ರಾರ್ಥನೆಯ ನಂತರ ಆಕರ್ಷಕ ಪಥಸಂಚಲನ ಆರಂಭವಾಯಿತು. ಪಟ್ಟಣದ ಪ್ರಮುಖ ಬೀದಿಯ ಮುಖಾಂತರ ಸಾಗಿದ ಆಕರ್ಷಕ ಪಥಸಂಚಲನವು ಡಾ.ಬಿ.ಆರ್. ಅಂಬೇಡ್ಕರ್ ವೃತ್ತ, ನಡುವಲ ಮಸೀದಿ, ಗಂಗಾನಗರ, ವಾರದ ಮಾರುಕಟ್ಟೆ, ಸರ್ಕಾರಿ ಆಸ್ಪತ್ರೆ ಮೂಲಕ ಪುನಃ ಸನಾಪೇಟೆ ಸರ್ಕಾರಿ ಶಾಲೆಯ ಆವರಣದಲ್ಲಿ ಸಮಾರೋಪಗೊಂಡಿತು. ಪಥಸಂಚಲನದುದ್ದಕ್ಕೂ ಮುಖ್ಯ ರಸ್ತೆಯ ಇಕ್ಕೆಲಗಳ ಅಂಗಡಿಗಳ ಮುಂದೆ ಭಾರತಾಂಬೆ, ರಾಷ್ಟ್ರ ನಾಯಕರು,ಸಾಧು ಸಂತರ ಭಾವಚಿತ್ರಗಳನ್ನು ಇಟ್ಟು ವಿವಿಧ ಹೂಗಳಿಂದ: [14, 596, 190, 730]
rss-col-3: [357, 756, 519, 884]
water-body-3: ಕೊಪ್ಪಳ ಸಂಸದರಾದ ಕೆ.ರಾಜಶೇಖರ ಹಿಟ್ನಾಳ, ಕೊಪ್ಪಳ ಶಾಸಕರಾದ ಕೆ.ರಾಘವೇಂದ್ರ ಹಿಟ್ನಾಳ, ಗಂಗಾವತಿ ಶಾಸಕರಾದ ಜಿ.ಜನಾರ್ದನ ರೆಡ್ಡಿ, ವಿಧಾನ ಪರಿಷತ್ ಸದಸ್ಯರಾದ ಶರೀಲ್ ಜಿ. ನಮೋಶಿ, ಬಸನಗೌಡ ಬಿ.ಪಾಟೀಲ, ಹೇಮಲತಾ ನಾಯಕ ಸೇರಿದಂತೆ ತುಂಗಭದ್ರಾ ಕಾಡಾ ಅಧ್ಯಕ್ಷರು, ಕನಕಗಿರಿ ಪಟ್ಟಣ ಪಂಚಾಯತಿ ಅಧ್ಯಕ್ಷರು, ಕಾರಟಗಿ ಪುರಸಭೆ ಅಧ್ಯಕ್ಷರು ಮುಖ್ಯ ಅತಿಥಿಗಳಾಗಿ ಆಗಮಿಸುವರು.: [488, 1294, 628, 1360]
water-body-2: ಸನ್ಮಾನ್ಯ ಮುಖ್ಯಮಂತ್ರಿ ಸಿದ್ದರಾಮಯ್ಯ ಅವರು ಶಂಕುಸ್ಥಾಪನೆ ನೆರವೇರಿಸುವರು. ಉಪಮುಖ್ಯಮಂತ್ರಿ ಡಿ.ಕೆ.ಶಿವಕುಮಾರ್, ನಗರಾಭಿವೃದ್ಧಿ ಹಾಗೂ ಪೌರಾಡಳಿತ ಸಚಿವರು, ಕೃಷಿ ಸಚಿವ ಎನ್.ಚಲುವರಾಯಸ್ವಾಮಿ, ಹಜ್ ಸಚಿವ ರಹೀಂ ಖಾನ್ ಸೇರಿದಂತೆ ಅನೇಕ ಸಚಿವರು, ಜನಪ್ರತಿನಿಧಿಗಳು ಪಾಲ್ಗೊಳ್ಳುವರು.: [180, 1294, 340, 1341]
postal-col-2: [663, 908, 785, 1106]
lamp-icon: [406, 6, 424, 20]
yellow-dot: [28, 1540, 34, 1549]
cm-photo-caption: ಹಿಂದುಳಿದ ವರ್ಗಗಳ ಕಲ್ಯಾಣ, ಕನ್ನಡ ಮತ್ತು ಸಂಸ್ಕೃತಿ ಇಲಾಖೆ ಸಚಿವರು ಹಾಗೂ ಕೊಪ್ಪಳ ಜಿಲ್ಲಾ ಉಸ್ತುವಾರಿ ಸಚಿವರಾದ ಶಿವರಾಜ ಸಂಗಡಗಿ ಶಿವರಾಜ ಸಂಗಪ್ಪ ಅವರು ಕಾರ್ಯಕ್ರಮದ ಅಧ್ಯಕ್ಷತೆ ವಹಿಸುವರು.: [342, 1429, 482, 1466]
cyan-dot: [14, 1540, 20, 1549]
newspaper-page: [14, 4, 920, 1466]
rss-headline: ರಾಷ್ಟ್ರೀಯ ಸ್ವಯಂ ಸೇವಕ ಸಂಘ ಶತಾಬ್ದಿ ವಿಜಯ ದಶಮಿ ಪಥಸಂಚಲನ: [14, 564, 359, 581]
entrepreneurship-col-2: [770, 156, 918, 556]
registration-marks-right: [893, 1540, 920, 1549]
fashion-dateline: ಕಂಪ್ಲಿ,ಅ.05:: [530, 595, 564, 605]
registration-marks-center-left: [326, 1540, 353, 1549]
magenta-dot: [900, 1540, 906, 1549]
yellow-dot: [907, 1540, 913, 1549]
entrepreneurship-headline-2: ಉದ್ಯಮವಾಗಿಸುವುದು ಮುಖ್ಯ: ಎಡಿಸಿ ಸಿದ್ರಾಮೇಶ್ವರ: [618, 48, 831, 62]
section-divider: [14, 398, 611, 400]
fashion-col-2: [659, 720, 784, 874]
entrepreneurship-dateline: ಕೊಪ್ಪಳ,ಅ.05:: [618, 165, 657, 175]
notice-dateline: ಕೊಪ್ಪಳ,ಅ.05:: [368, 1088, 407, 1098]
water-col-2: [180, 1294, 340, 1490]
newspaper-logo: [362, 4, 460, 22]
page-number-badge: 04: [899, 2, 923, 26]
apmc-dateline: ಕೊಪ್ಪಳ,ಅ.05:: [14, 463, 53, 473]
fashion-classroom-photo: [659, 605, 913, 715]
section-divider: [618, 558, 918, 560]
water-byline: ಸುವರ್ಣವಾಹಿನಿ ಸುದ್ದಿ: [14, 1294, 63, 1303]
apmc-body-2: ಹಾಗೂ ಮಧ್ಯಾಹ್ನ 12.30 ರಿಂದ 1.30 ಗಂಟೆವರೆಗೆ ಟೆಂಡರ್ ಹಾಕಲಾಗುವುದು. 1.30 ಗಂಟೆ ನಂತರ ಟೆಂಡರ್ ತೆರೆಯುವುದು ಅಥವಾ ಘೋಷಿಸಲಾಗುವುದು. ಅಧಿಸೂಚಿತ ಕೃಷಿ ಉತ್ಪನ್ನಗಳಿಗೆ ಕೂಡಲೇ ಇ-ಟೆಂಡರ್ ಪ್ರಾರಂಭ ಮಾಡುವಂತೆ ತೀರ್ಮಾನಿಸಲಾಗಿರುತ್ತದೆ. ಆದ್ದರಿಂದ ರೈತ ಬಾಂಧವರು ತಮ್ಮ ಅಧಿಸೂಚಿತ ಕೃಷಿ ಉತ್ಪನ್ನಗಳನ್ನು ಕುಕನೂರು ಮುಖ್ಯ ಮಾರುಕಟ್ಟೆ ಪ್ರಾಂಗಣಕ್ಕೆ ತಂದು, ಮಾರಾಟ ಮಾಡುವ ಮೂಲಕ ಸ್ಪರ್ಧಾತ್ಮಕ: [214, 454, 409, 510]
water-dateline: ಕೊಪ್ಪಳ,ಅ.05:: [14, 1303, 53, 1313]
imprint-publication: Publication: SHREE SHAILA PRINTERS, opp.Eranna Gudi Road,Eslampura,Gangavathi - 581227. Koppal Dist.Karnataka.: [115, 1518, 668, 1530]
entrepreneurship-col-1: [618, 156, 762, 556]
apmc-byline: ಸುವರ್ಣವಾಹಿನಿ ಸುದ್ದಿ: [14, 454, 63, 463]
kharge-col-1: [14, 54, 174, 394]
kharge-byline: ಸುವರ್ಣವಾಹಿನಿ ಸುದ್ದಿ: [14, 54, 63, 63]
registration-marks-center-right: [600, 1540, 627, 1549]
kharge-body-2: ನಿರುದ್ಯೋಗಿಗಳಿಗೆ ಶಿಕ್ಷಣ ಮತ್ತು ಉದ್ಯೋಗದಲ್ಲಿ ಅಭಿವೃದ್ಧಿ ಹೊಂದಲು ಪ್ರಮುಖ ಪಾತ್ರವನ್ನು ನಿರ್ವಹಿಸಿದ್ದಾರೆ. ಅವಷ್ಟು ಬೇಗನೆ ಅವರು ಸಕ್ರಿಯ ರಾಜಕಾರಣಕ್ಕೆ ಬರಬೇಕು ಎಂದರು. ಮಹಾನಗರ ಪಾಲಿಕೆ ಸದಸ್ಯ, ಸಭಾ ನಾಯಕ ಗಾದೆಪ್ಪ ಮಾತನಾಡಿ, "ಶ್ರೀಯುತ ಮಲ್ಲಿಕಾರ್ಜುನ ಖರ್ಗೆ ರವರು ಅವರ ರಾಜಕೀಯ ಜೀವನವು ಬಹಳ ಕಷ್ಟದಿಂದ ಬೆಳೆದು ಬಂದಿದೆ. ಅವರ ಅಧ್ಯಕ್ಷತೆಯಲ್ಲಿ ಪಕ್ಷ ಸಂಘಟನೆ ನಡೆಯುತ್ತಿದ್ದು, ಮುಖಂಡರು ಮತ್ತು ಕಾರ್ಯಕರ್ತರು ಭಾಗವಹಿಸಿದ್ದರು.: [176, 186, 313, 262]
water-col-4: [634, 1294, 774, 1490]
apmc-col-1: [14, 454, 209, 550]
section-divider: [14, 884, 524, 886]
black-dot: [914, 1540, 920, 1549]
postal-byline: ಸುವರ್ಣವಾಹಿನಿ ಸುದ್ದಿ: [536, 908, 585, 917]
kharge-dateline: ಬಳ್ಳಾರಿ,ಅ.05:: [14, 63, 51, 73]
notice-byline: ಸುವರ್ಣವಾಹಿನಿ ಸುದ್ದಿ: [368, 1079, 417, 1088]
rss-dateline: ಕಂಪ್ಲಿ,ಅ.05:: [14, 595, 48, 605]
